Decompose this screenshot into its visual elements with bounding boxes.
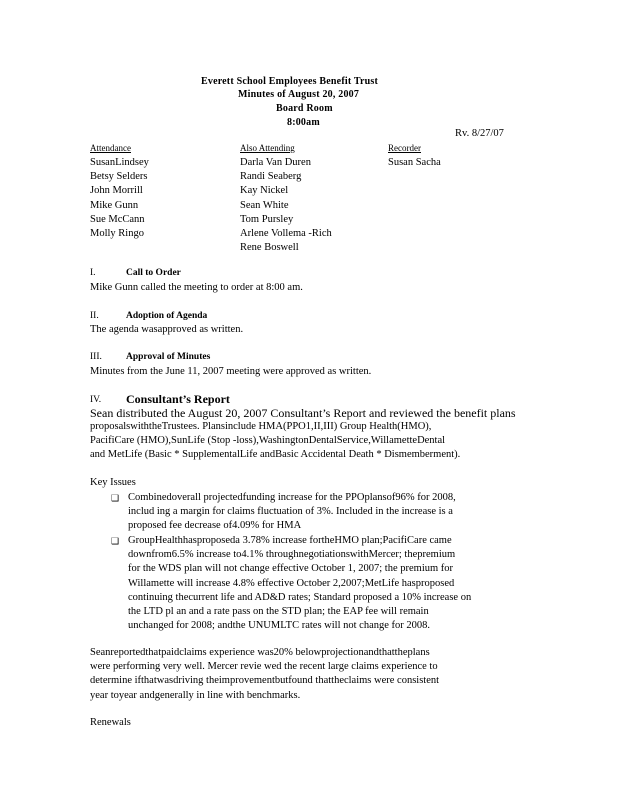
recorder-header: Recorder [388, 143, 421, 153]
meeting-time: 8:00am [287, 117, 320, 128]
key-issue-1 [128, 491, 456, 534]
section-3-number: III. [90, 352, 102, 362]
key-issue-line: for the WDS plan will not change effective October 1, 2007; the premium for [128, 563, 454, 575]
key-issues-label: Key Issues [90, 477, 136, 488]
meeting-location: Board Room [276, 103, 333, 114]
also-attendee: Arlene Vollema -Rich [240, 228, 332, 240]
also-attendee: Kay Nickel [240, 185, 289, 197]
section-1-title: Call to Order [126, 268, 181, 278]
section-2-title: Adoption of Agenda [126, 311, 208, 321]
section-2-body: The agenda wasapproved as written. [90, 324, 244, 335]
key-issue-line: unchanged for 2008; andthe UNUMLTC rates will not change for 2008. [128, 620, 431, 632]
claims-line: year toyear andgenerally in line with benchmarks. [90, 689, 301, 701]
section-4-title: Consultant’s Report [126, 392, 230, 406]
attendee: Molly Ringo [90, 228, 144, 240]
also-attendee: Randi Seaberg [240, 171, 302, 183]
section-4-line: PacifiCare (HMO),SunLife (Stop -loss),WashingtonDentalService,WillametteDental [90, 435, 446, 446]
attendee: SusanLindsey [90, 157, 149, 168]
section-4-line: Sean distributed the August 20, 2007 Consultant’s Report and reviewed the benefit plans [90, 406, 516, 420]
also-attendee: Rene Boswell [240, 242, 299, 254]
key-issue-line: continuing thecurrent life and AD&D rates; Standard proposed a 10% increase on [128, 591, 472, 603]
section-1-body: Mike Gunn called the meeting to order at 8:00 am. [90, 282, 303, 293]
trust-title: Everett School Employees Benefit Trust [201, 76, 379, 87]
section-1-number: I. [90, 268, 96, 278]
key-issue-line: the LTD pl an and a rate pass on the STD plan; the EAP fee will remain [128, 606, 429, 618]
minutes-date: Minutes of August 20, 2007 [238, 89, 360, 100]
claims-line: determine ifthatwasdriving theimprovementbutfound thattheclaims were consistent [90, 675, 440, 687]
attendee: Betsy Selders [90, 171, 148, 183]
attendee: John Morrill [90, 185, 143, 197]
also-attendee: Tom Pursley [240, 213, 294, 225]
key-issue-line: Willamette will increase 4.8% effective October 2,2007;MetLife hasproposed [128, 577, 455, 589]
section-4-line: and MetLife (Basic * SupplementalLife andBasic Accidental Death * Dismemberment). [90, 449, 461, 460]
section-2-number: II. [90, 311, 99, 321]
key-issue-line: Combinedoverall projectedfunding increase for the PPOplansof96% for 2008, [128, 492, 456, 503]
section-3-body: Minutes from the June 11, 2007 meeting were approved as written. [90, 366, 372, 377]
key-issue-line: downfrom6.5% increase to4.1% throughnegotiationswithMercer; thepremium [128, 549, 456, 561]
renewals-heading: Renewals [90, 717, 131, 728]
also-attending-list [240, 156, 332, 255]
section-3-title: Approval of Minutes [126, 352, 211, 362]
claims-paragraph [90, 646, 439, 703]
also-attendee: Sean White [240, 199, 289, 211]
also-attendee: Darla Van Duren [240, 157, 311, 168]
section-4-line: proposalswiththeTrustees. Plansinclude HMA(PPO1,II,III) Group Health(HMO), [90, 421, 432, 432]
checkbox-bullet-icon: ❑ [111, 493, 120, 503]
key-issue-line: proposed fee decrease of4.09% for HMA [128, 520, 302, 532]
attendee: Sue McCann [90, 213, 145, 225]
claims-line: Seanreportedthatpaidclaims experience was20% belowprojectionandthattheplans [90, 647, 430, 658]
revision-date: Rv. 8/27/07 [455, 128, 504, 139]
section-4-number: IV. [90, 395, 102, 405]
key-issue-line: includ ing a margin for claims fluctuation of 3%. Included in the increase is a [128, 506, 453, 518]
key-issue-line: GroupHealthhasproposeda 3.78% increase fortheHMO plan;PacifiCare came [128, 535, 452, 546]
attendance-list [90, 156, 149, 241]
checkbox-bullet-icon: ❑ [111, 536, 120, 546]
recorder-name: Susan Sacha [388, 157, 441, 168]
key-issue-2 [128, 534, 471, 633]
claims-line: were performing very well. Mercer revie wed the recent large claims experience to [90, 661, 438, 673]
also-attending-header: Also Attending [240, 143, 295, 153]
attendance-header: Attendance [90, 143, 131, 153]
recorder-list [388, 156, 441, 170]
attendee: Mike Gunn [90, 199, 139, 211]
